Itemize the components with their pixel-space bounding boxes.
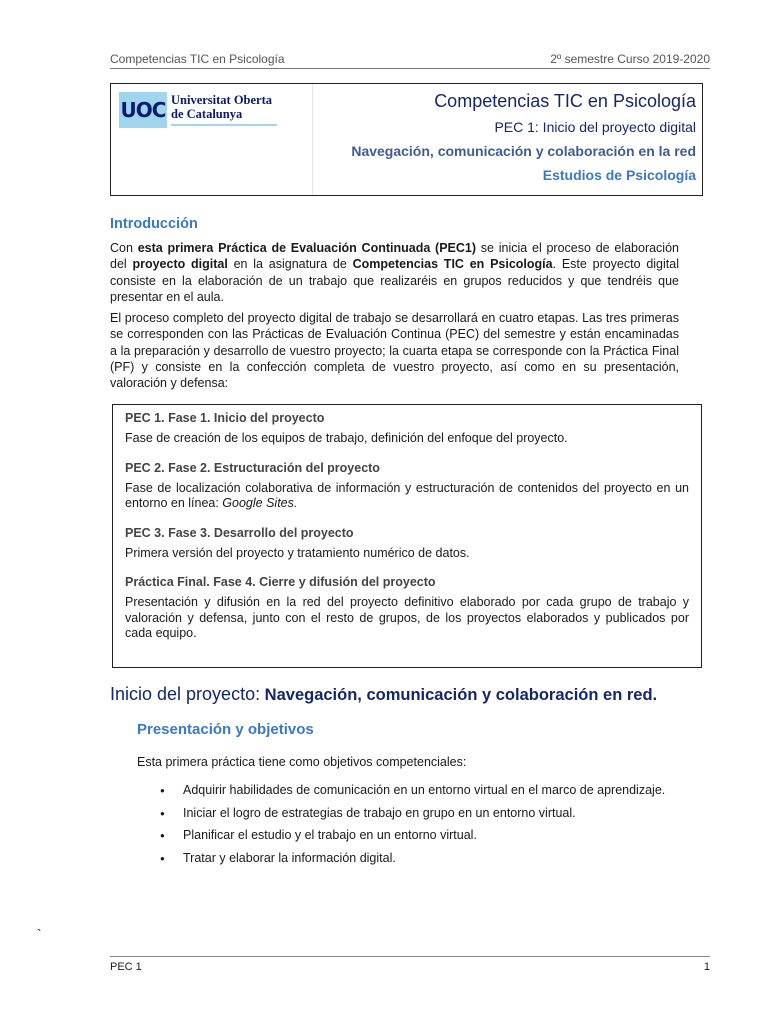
- phase-item: [125, 574, 689, 642]
- document-title: Competencias TIC en Psicología: [434, 91, 696, 111]
- uoc-logo-mark: [119, 92, 167, 128]
- title-box: [110, 83, 703, 196]
- document-subtitle: PEC 1: Inicio del proyecto digital: [494, 119, 696, 135]
- project-heading-rest: Navegación, comunicación y colaboración en red.: [260, 686, 658, 704]
- footer-label: PEC 1: [110, 961, 142, 973]
- uoc-logo-letters: UOC: [120, 98, 166, 122]
- project-heading: [110, 684, 657, 705]
- phase-title: PEC 2. Fase 2. Estructuración del proyecto: [125, 460, 380, 475]
- intro-paragraph-2: El proceso completo del proyecto digital de trabajo se desarrollará en cuatro etapas. Las tres primeras se corresponden con las Prácticas de Evaluación Continua (PEC) del semestre y están encaminadas a la preparación y desarrollo de vuestro proyecto; la cuarta etapa se corresponde con la Práctica Final (PF) y consiste en la confección completa de vuestro proyecto, así como en su presentación, valoración y defensa:: [110, 311, 679, 391]
- phase-item: [125, 525, 689, 562]
- objectives-intro: Esta primera práctica tiene como objetivos competenciales:: [137, 755, 467, 769]
- phase-item: [125, 460, 689, 512]
- p1-text-2: se inicia el proceso de elaboración del: [110, 241, 679, 272]
- running-header: [110, 52, 710, 69]
- uoc-logo: [111, 84, 313, 195]
- logo-line-2: de Catalunya: [171, 107, 243, 121]
- document-topic: Navegación, comunicación y colaboración en la red: [351, 143, 696, 159]
- phase-desc-text: Presentación y difusión en la red del proyecto definitivo elaborado por cada grupo de trabajo y valoración y defensa, junto con el resto de grupos, de los proyectos elaborados y publicados por cada equipo.: [125, 595, 689, 640]
- header-course: Competencias TIC en Psicología: [110, 52, 285, 66]
- p1-bold-1: esta primera Práctica de Evaluación Continuada (PEC1): [137, 241, 477, 255]
- phase-desc-emphasis: Google Sites.: [222, 496, 298, 510]
- phases-box: [112, 404, 702, 668]
- phase-desc-text: Fase de localización colaborativa de información y estructuración de contenidos del proyecto en un entorno en línea:: [125, 480, 689, 510]
- p1-text-1: Con: [110, 241, 138, 255]
- p1-text-4: . Este proyecto digital consiste en la elaboración de un trabajo que realizaréis en grupos reducidos y que tendréis que presentar en el aula.: [110, 257, 679, 304]
- logo-line-1: Universitat Oberta: [171, 93, 273, 107]
- phase-description: [125, 595, 689, 642]
- phase-desc-text: Fase de creación de los equipos de trabajo, definición del enfoque del proyecto.: [125, 431, 568, 445]
- list-item: ● Iniciar el logro de estrategias de trabajo en grupo en un entorno virtual.: [160, 806, 665, 829]
- p1-bold-3: Competencias TIC en Psicología: [352, 257, 553, 272]
- objectives-heading: Presentación y objetivos: [137, 721, 314, 738]
- list-item: ● Planificar el estudio y el trabajo en un entorno virtual.: [160, 828, 665, 851]
- phase-desc-text: Primera versión del proyecto y tratamiento numérico de datos.: [125, 545, 470, 560]
- list-item: ● Tratar y elaborar la información digital.: [160, 851, 665, 874]
- p1-text-3: en la asignatura de: [227, 257, 353, 272]
- project-heading-lead: Inicio del proyecto:: [110, 684, 261, 704]
- phase-description: [125, 481, 689, 512]
- document-studies: Estudios de Psicología: [542, 167, 696, 183]
- list-item: ● Adquirir habilidades de comunicación en un entorno virtual en el marco de aprendizaje.: [160, 783, 665, 806]
- phase-title: PEC 3. Fase 3. Desarrollo del proyecto: [125, 525, 354, 540]
- logo-underline: [171, 124, 277, 126]
- stray-mark: `: [37, 926, 42, 942]
- page-number: 1: [703, 961, 710, 973]
- page-footer: [110, 956, 710, 973]
- title-cell: [313, 84, 702, 195]
- phase-title: Práctica Final. Fase 4. Cierre y difusión del proyecto: [125, 575, 436, 589]
- uoc-logo-text: [171, 93, 272, 121]
- phase-item: [125, 410, 689, 447]
- objectives-list: [160, 783, 665, 873]
- p1-bold-2: proyecto digital: [132, 257, 228, 272]
- intro-paragraph-1: [110, 240, 679, 305]
- phase-description: [125, 431, 689, 447]
- phase-title: PEC 1. Fase 1. Inicio del proyecto: [125, 411, 325, 425]
- phase-description: [125, 546, 689, 562]
- intro-heading: Introducción: [110, 216, 198, 232]
- header-semester: 2º semestre Curso 2019-2020: [550, 52, 710, 66]
